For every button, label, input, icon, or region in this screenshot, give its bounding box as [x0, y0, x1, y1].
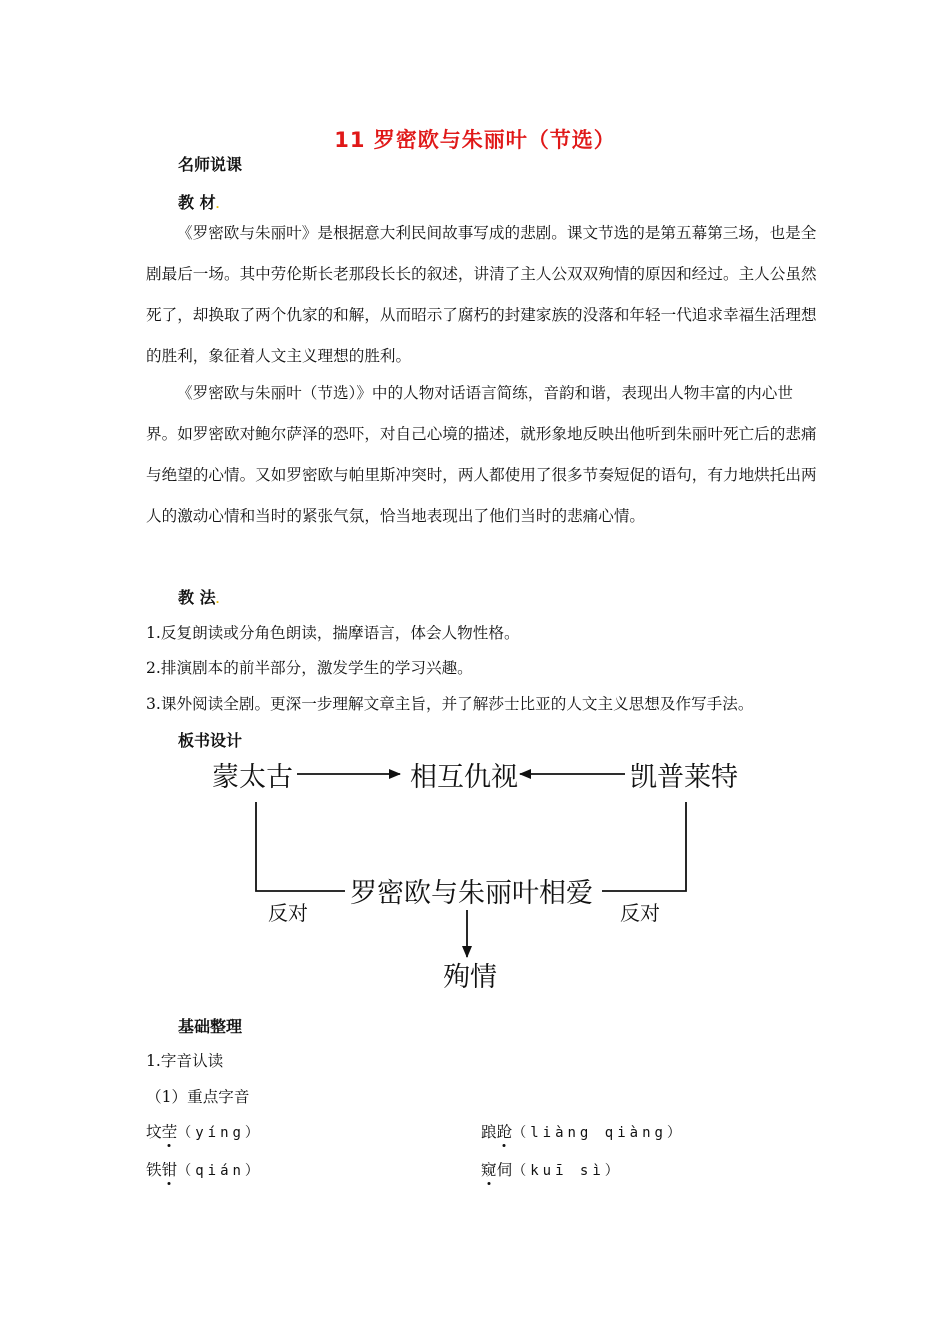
word-char: 伺 — [496, 1161, 513, 1179]
section-heading-basics: 基础整理 — [178, 1017, 243, 1036]
paragraph-2-text: 《罗密欧与朱丽叶（节选）》中的人物对话语言简练，音韵和谐，表现出人物丰富的内心世界。如罗密欧对鲍尔萨泽的恐吓，对自己心境的描述，就形象地反映出他听到朱丽叶死亡后的悲痛与绝望的心情。又如罗密欧与帕里斯冲突时，两人都使用了很多节奏短促的语句，有力地烘托出两人的激动心情和当时的紧张气氛，恰当地表现出了他们当时的悲痛心情。 — [146, 384, 817, 525]
board-oppose-right: 反对 — [620, 901, 660, 925]
method-item: 1.反复朗读或分角色朗读，揣摩语言，体会人物性格。 — [146, 624, 520, 642]
heading-teaching-material — [178, 190, 219, 213]
word-pinyin: （yíng） — [177, 1125, 263, 1141]
word-entry — [481, 1120, 685, 1142]
word-char-emphasized: 窥 — [481, 1161, 497, 1179]
board-design-diagram — [0, 750, 950, 1000]
board-mutual-hostility: 相互仇视 — [410, 762, 518, 793]
board-romeo-juliet-love: 罗密欧与朱丽叶相爱 — [350, 878, 593, 909]
board-capulet: 凯普莱特 — [630, 762, 738, 793]
word-char: 铁 — [146, 1161, 162, 1179]
paragraph-1 — [146, 213, 822, 377]
item-pronunciation: 1.字音认读 — [146, 1052, 224, 1070]
method-item: 2.排演剧本的前半部分，激发学生的学习兴趣。 — [146, 659, 473, 677]
word-char: 坟 — [146, 1123, 162, 1141]
heading-teaching-method — [178, 585, 219, 608]
section-heading-teacher-talk: 名师说课 — [178, 155, 243, 174]
paragraph-1-text: 《罗密欧与朱丽叶》是根据意大利民间故事写成的悲剧。课文节选的是第五幕第三场，也是全剧最后一场。其中劳伦斯长老那段长长的叙述，讲清了主人公双双殉情的原因和经过。主人公虽然死了，却换取了两个仇家的和解，从而昭示了腐朽的封建家族的没落和年轻一代追求幸福生活理想的胜利，象征着人文主义理想的胜利。 — [146, 224, 817, 365]
page-title: 11 罗密欧与朱丽叶（节选） — [334, 128, 616, 152]
word-entry — [146, 1120, 263, 1142]
heading-board-design: 板书设计 — [178, 731, 243, 750]
word-entry — [481, 1158, 623, 1180]
connector-left — [256, 802, 345, 891]
method-item: 3.课外阅读全剧。更深一步理解文章主旨，并了解莎士比亚的人文主义思想及作写手法。 — [146, 695, 754, 713]
yellow-mark: . — [215, 595, 220, 606]
heading-teaching-material-label: 教 材 — [178, 193, 216, 212]
word-pinyin: （kuī sì） — [512, 1163, 623, 1179]
board-oppose-left: 反对 — [268, 901, 308, 925]
word-pinyin: （liàng qiàng） — [512, 1125, 685, 1141]
board-die-for-love: 殉情 — [443, 962, 497, 993]
word-char-emphasized: 钳 — [161, 1161, 178, 1179]
board-montague: 蒙太古 — [212, 762, 293, 793]
word-entry — [146, 1158, 263, 1180]
word-char-emphasized: 茔 — [161, 1123, 178, 1141]
yellow-mark: . — [215, 200, 220, 211]
item-key-pronunciation: （1）重点字音 — [146, 1088, 250, 1106]
connector-right — [602, 802, 686, 891]
word-char: 踉 — [481, 1123, 497, 1141]
word-char-emphasized: 跄 — [496, 1123, 513, 1141]
heading-teaching-method-label: 教 法 — [178, 588, 216, 607]
paragraph-2 — [146, 373, 822, 537]
word-pinyin: （qián） — [177, 1163, 263, 1179]
